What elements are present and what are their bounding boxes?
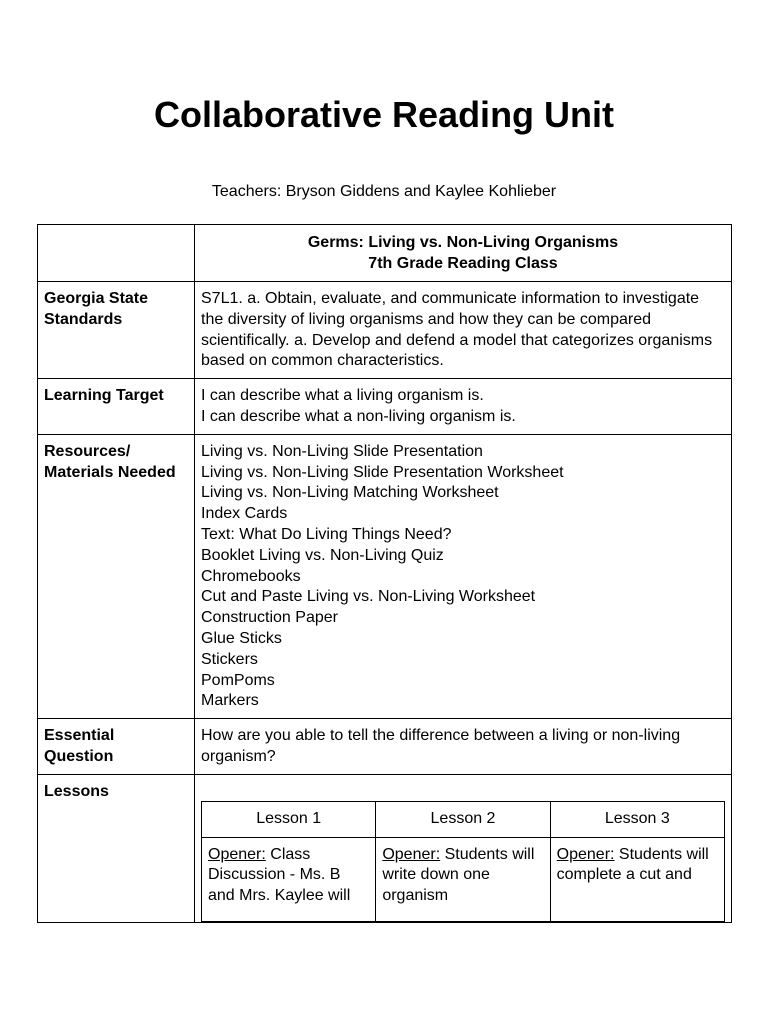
resource-item: Index Cards [201,505,288,523]
learning-target-line: I can describe what a non-living organism is. [201,407,516,425]
resources-label [38,434,195,718]
lesson-title: Lesson 2 [376,801,550,837]
lessons-row [38,774,732,922]
resource-item: Booklet Living vs. Non-Living Quiz [201,546,444,564]
opener-label: Opener: [208,845,266,863]
unit-topic: Germs: Living vs. Non-Living Organisms [307,234,619,251]
opener-text: Students will complete a cut and [556,845,709,884]
resource-item: Text: What Do Living Things Need? [201,525,452,543]
resource-item: Living vs. Non-Living Matching Worksheet [201,484,499,502]
opener-label: Opener: [382,845,441,863]
lesson-title: Lesson 3 [550,801,724,837]
lesson-opener-cell [202,837,376,921]
standards-text: S7L1. a. Obtain, evaluate, and communicate information to investigate the diversity of living organisms and how they can be compared scientifically. a. Develop and defend a model that categorizes organisms based on common characteristics. [195,282,732,379]
standards-row [38,282,732,379]
learning-target-label: Learning Target [38,379,195,435]
resource-item: Cut and Paste Living vs. Non-Living Worksheet [201,588,536,606]
essential-question-text: How are you able to tell the difference between a living or non-living organism? [195,719,732,775]
resource-item: Markers [201,692,259,710]
resource-item: Construction Paper [201,609,338,627]
unit-header-cell [195,225,732,282]
learning-target-cell [195,379,732,435]
lessons-label: Lessons [38,774,195,922]
lesson-opener-cell [550,837,724,921]
essential-question-label-line: Question [44,747,114,765]
resource-item: Chromebooks [201,567,301,585]
opener-text: Class Discussion - Ms. B and Mrs. Kaylee will [208,845,351,905]
opener-label: Opener: [556,845,615,863]
header-empty-cell [38,225,195,282]
standards-label: Georgia State Standards [38,282,195,379]
header-row [38,225,732,282]
essential-question-label-line: Essential [44,727,115,745]
unit-table [37,224,732,923]
lessons-cell [195,774,732,922]
learning-target-row [38,379,732,435]
essential-question-row [38,719,732,775]
resource-item: Living vs. Non-Living Slide Presentation Worksheet [201,463,564,481]
resource-item: PomPoms [201,671,275,689]
lessons-body-row [202,837,725,921]
lesson-title: Lesson 1 [202,801,376,837]
resources-list [195,434,732,718]
resources-row [38,434,732,718]
unit-class: 7th Grade Reading Class [368,254,558,272]
resources-label-line: Materials Needed [44,463,176,481]
resources-label-line: Resources/ [44,442,131,460]
lessons-header-row [202,801,725,837]
essential-question-label [38,719,195,775]
resource-item: Glue Sticks [201,629,282,647]
learning-target-line: I can describe what a living organism is. [201,387,484,405]
resource-item: Living vs. Non-Living Slide Presentation [201,442,483,460]
lesson-opener-cell [376,837,550,921]
document-title: Collaborative Reading Unit [153,94,615,135]
teachers-line: Teachers: Bryson Giddens and Kaylee Kohlieber [211,183,557,200]
lessons-table [201,801,725,922]
resource-item: Stickers [201,650,258,668]
opener-text: Students will write down one organism [382,845,535,905]
